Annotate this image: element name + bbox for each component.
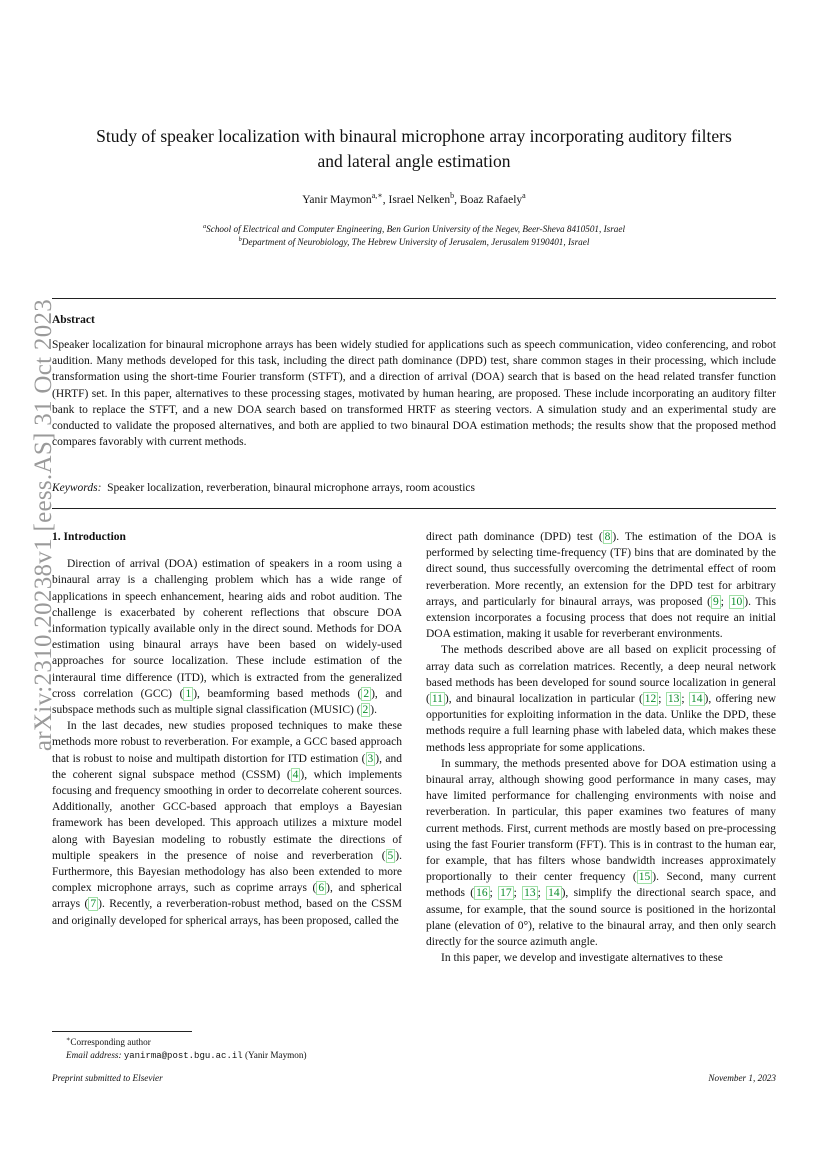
abstract-text: Speaker localization for binaural microphone arrays has been widely studied for applications such as speech communication, video conferencing, and robot audition. Many methods developed for this task, including the direct path dominance (DPD) test, share common stages in their processing, which include transformation using the short-time Fourier transform (STFT), and a direction of arrival (DOA) search that is based on the head related transfer function (HRTF) set. In this paper, alternatives to these processing stages, motivated by human hearing, are proposed. These include incorporating an auditory filter bank to replace the STFT, and a new DOA search based on transformed HRTF as steering vectors. A simulation study and an experimental study are conducted to validate the proposed alternatives, and both are applied to two binaural DOA estimation methods; the results show that the proposed method compares favorably with current methods.: [52, 339, 776, 449]
citation-link[interactable]: 9: [712, 595, 719, 608]
affiliation-b: $^b$Department of Neurobiology, The Hebrew University of Jerusalem, Jerusalem 9190401, Israel: [238, 235, 590, 247]
abstract-bottom-rule: [52, 508, 776, 509]
citation-link[interactable]: 16: [476, 887, 488, 900]
citation-link[interactable]: 1: [185, 687, 192, 700]
intro-paragraph-1: Direction of arrival (DOA) estimation of speakers in a room using a binaural array is a challenging problem which has a wide range of applications in speech enhancement, hearing aids and robot audition. The challenge is exacerbated by coherent reflections that obscure DOA information typically available only in the direct sound. Methods for DOA estimation using binaural arrays have been based on widely-used approaches for source localization. These include estimation of the interaural time difference (ITD), which is extracted from the generalized cross correlation (GCC) ( 1 ), beamforming based methods ( 2 ), and subspace methods such as multiple signal classification (MUSIC) ( 2 ).: [52, 558, 403, 717]
arxiv-sidebar-stamp: arXiv:2310.20238v1 [eess.AS] 31 Oct 2023: [30, 298, 57, 752]
citation-link[interactable]: 7: [90, 898, 97, 911]
citation-link[interactable]: 15: [638, 871, 651, 884]
footer-date: November 1, 2023: [708, 1073, 776, 1083]
intro-paragraph-3: direct path dominance (DPD) test ( 8 ). The estimation of the DOA is performed by selecting time-frequency (TF) bins that are dominated by the direct sound, thus successfully overcoming the detrimental effect of room reverberation. More recently, an extension for the DPD test for arbitrary arrays, and particularly for binaural arrays, was proposed ( 9 ; 10 ). This extension incorporates a focusing process that does not require an initial DOA estimation, making it usable for reverberant environments.: [426, 531, 776, 641]
citation-link[interactable]: 2: [362, 704, 369, 717]
title-line-2: and lateral angle estimation: [317, 151, 511, 171]
citation-link[interactable]: 3: [367, 752, 374, 765]
citation-link[interactable]: 6: [318, 882, 325, 895]
citation-link[interactable]: 10: [730, 595, 743, 608]
citation-link[interactable]: 11: [431, 693, 443, 706]
citation-link[interactable]: 12: [644, 693, 657, 706]
author-3-affil: a: [522, 191, 526, 201]
intro-paragraph-4: The methods described above are all based on explicit processing of array data such as correlation matrices. Recently, a deep neural network based methods has been developed for sound source localization in general ( 11 ), and binaural localization in particular ( 12 ; 13 ; 14 ), offering new opportunities for exploiting information in the data. Unlike the DPD, these methods require a full learning phase with labeled data, which makes these methods less appropriate for some applications.: [426, 644, 777, 754]
intro-paragraph-6: In this paper, we develop and investigate alternatives to these: [441, 952, 723, 965]
affiliation-a: $^a$School of Electrical and Computer Engineering, Ben Gurion University of the Negev, Beer-Sheva 8410501, Israel: [202, 222, 626, 234]
author-1-affil: a,∗: [371, 191, 383, 201]
top-rule: [52, 298, 776, 299]
citation-link[interactable]: 14: [691, 693, 703, 706]
citation-link[interactable]: 13: [524, 887, 536, 900]
footnote-corresponding: ∗Corresponding author: [66, 1035, 151, 1047]
author-3: Boaz Rafaely: [459, 194, 523, 206]
citation-link[interactable]: 2: [363, 687, 370, 700]
title-line-1: Study of speaker localization with binaural microphone array incorporating auditory filters: [96, 126, 732, 146]
footnote-email: Email address: yanirma@post.bgu.ac.il (Yanir Maymon): [66, 1050, 307, 1061]
keywords-label: Keywords:: [52, 482, 102, 494]
right-column: [426, 529, 776, 966]
footer-preprint: Preprint submitted to Elsevier: [52, 1073, 163, 1083]
intro-paragraph-5: In summary, the methods presented above for DOA estimation using a binaural array, although showing good performance in many cases, may have limited performance for challenging environments with noise and reverberation. In particular, this paper examines two features of many current methods. First, current methods are mostly based on pre-processing using the fast Fourier transform (FFT). This is in contrast to the human ear, for example, that has filters whose bandwidth increases approximately proportionally to their center frequency ( 15 ). Second, many current methods ( 16 ; 17 ; 13 ; 14 ), simplify the directional search space, and assume, for example, that the sound source is positioned in the horizontal plane (elevation of 0°), relative to the binaural array, and then only search directly for the source azimuth angle.: [426, 757, 776, 949]
footnote-rule: [52, 1031, 192, 1032]
intro-paragraph-2: In the last decades, new studies proposed techniques to make these methods more robust to reverberation. For example, a GCC based approach that is robust to noise and multipath distortion for ITD estimation ( 3 ), and the coherent signal subspace method (CSSM) ( 4 ), which implements focusing and frequency smoothing in order to decorrelate coherent sources. Additionally, another GCC-based approach that employs a Bayesian framework has been developed. This approach utilizes a mixture model along with Bayesian modeling to robustly estimate the directions of multiple speakers in the presence of noise and reverberation ( 5 ). Furthermore, this Bayesian methodology has also been extended to more complex microphone arrays, such as coprime arrays ( 6 ), and spherical arrays ( 7 ). Recently, a reverberation-robust method, based on the CSSM and originally developed for spherical arrays, has been proposed, called the: [52, 720, 402, 927]
citation-link[interactable]: 17: [500, 887, 512, 900]
citation-link[interactable]: 4: [292, 768, 299, 781]
keywords: [52, 482, 776, 494]
left-column: [52, 529, 402, 929]
paper-title: [40, 124, 788, 174]
keywords-text: Speaker localization, reverberation, binaural microphone arrays, room acoustics: [107, 482, 476, 494]
author-2-affil: b: [450, 191, 455, 201]
section-heading: 1. Introduction: [52, 531, 126, 543]
citation-link[interactable]: 13: [667, 693, 680, 706]
author-list: Yanir Maymon$^{a,∗}$, Israel Nelken$^b$, Boaz Rafaely$^a$: [302, 191, 526, 206]
abstract-heading: Abstract: [52, 314, 95, 326]
citation-link[interactable]: 5: [387, 849, 394, 862]
author-1: Yanir Maymon: [302, 194, 372, 206]
email-link[interactable]: yanirma@post.bgu.ac.il: [123, 1051, 243, 1061]
citation-link[interactable]: 8: [604, 531, 611, 543]
author-2: Israel Nelken: [388, 194, 451, 206]
citation-link[interactable]: 14: [548, 887, 560, 900]
